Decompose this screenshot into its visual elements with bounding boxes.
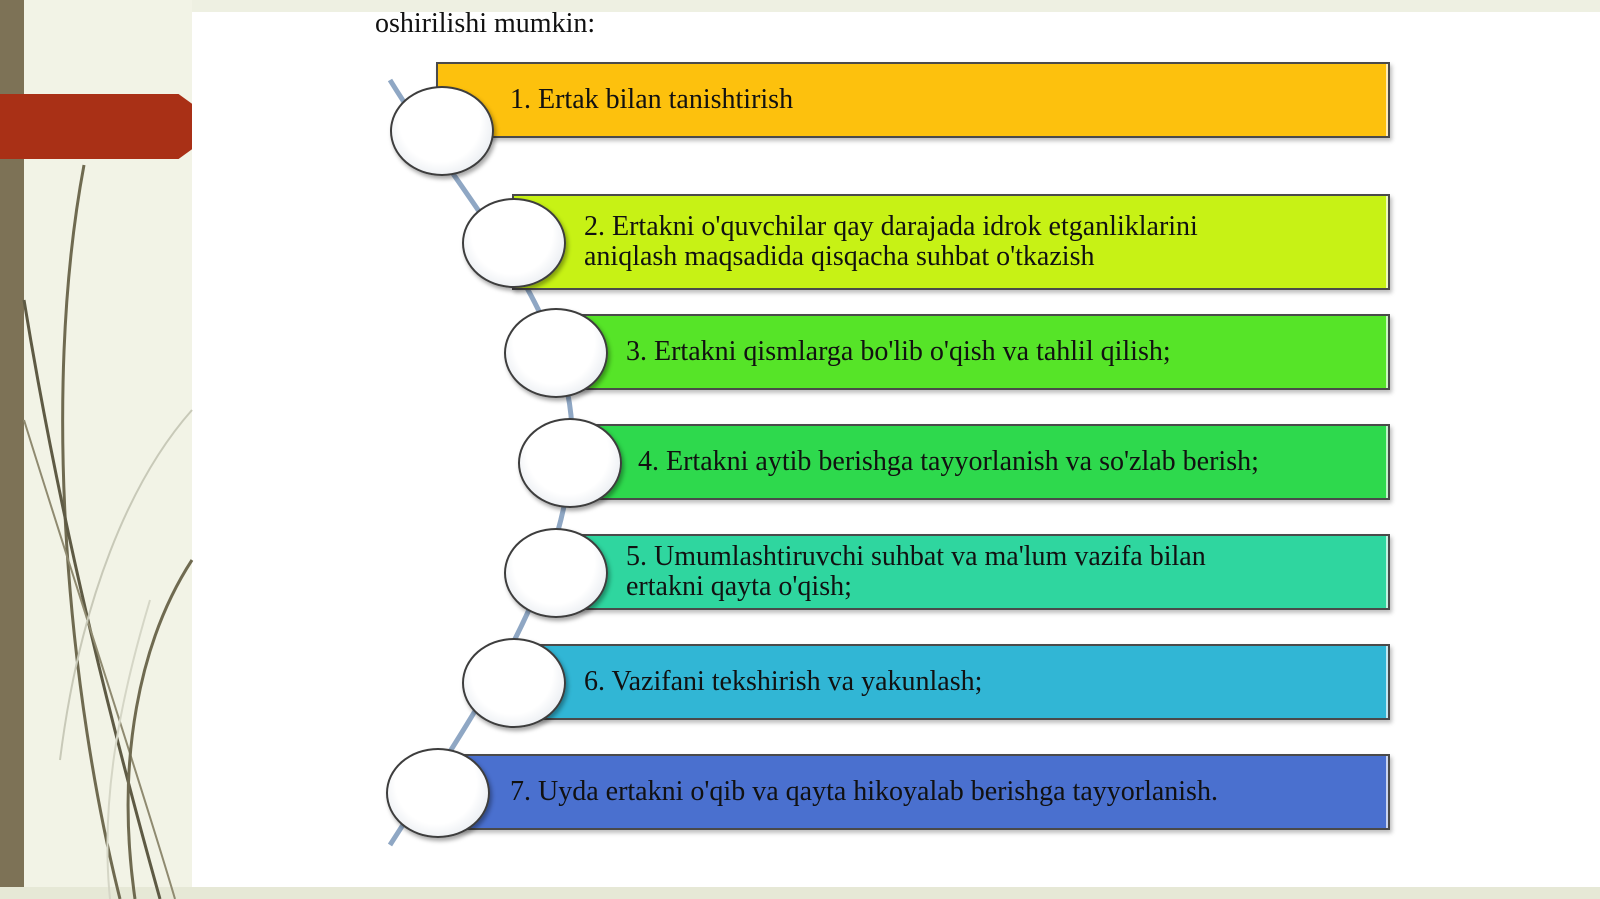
- step-bar-3: [554, 314, 1390, 390]
- step-bar-4: [568, 424, 1390, 500]
- step-label-5: 5. Umumlashtiruvchi suhbat va ma'lum vazifa bilan ertakni qayta o'qish;: [626, 541, 1206, 602]
- red-accent-tab: [0, 94, 192, 159]
- step-marker-7: [386, 748, 490, 838]
- step-label-7: 7. Uyda ertakni o'qib va qayta hikoyalab berishga tayyorlanish.: [510, 776, 1218, 807]
- step-bar-1: [436, 62, 1390, 138]
- step-bar-2: [512, 194, 1390, 290]
- step-marker-6: [462, 638, 566, 728]
- intro-text: oshirilishi mumkin:: [375, 8, 596, 39]
- step-label-2: 2. Ertakni o'quvchilar qay darajada idrok etganliklarini aniqlash maqsadida qisqacha suhbat o'tkazish: [584, 211, 1198, 272]
- step-marker-1: [390, 86, 494, 176]
- step-label-4: 4. Ertakni aytib berishga tayyorlanish va so'zlab berish;: [638, 446, 1259, 477]
- step-marker-4: [518, 418, 622, 508]
- step-bar-5: [554, 534, 1390, 610]
- step-marker-2: [462, 198, 566, 288]
- step-label-1: 1. Ertak bilan tanishtirish: [510, 84, 794, 115]
- step-bar-6: [512, 644, 1390, 720]
- step-label-6: 6. Vazifani tekshirish va yakunlash;: [584, 666, 983, 697]
- step-label-3: 3. Ertakni qismlarga bo'lib o'qish va tahlil qilish;: [626, 336, 1171, 367]
- step-marker-5: [504, 528, 608, 618]
- step-bar-7: [436, 754, 1390, 830]
- step-marker-3: [504, 308, 608, 398]
